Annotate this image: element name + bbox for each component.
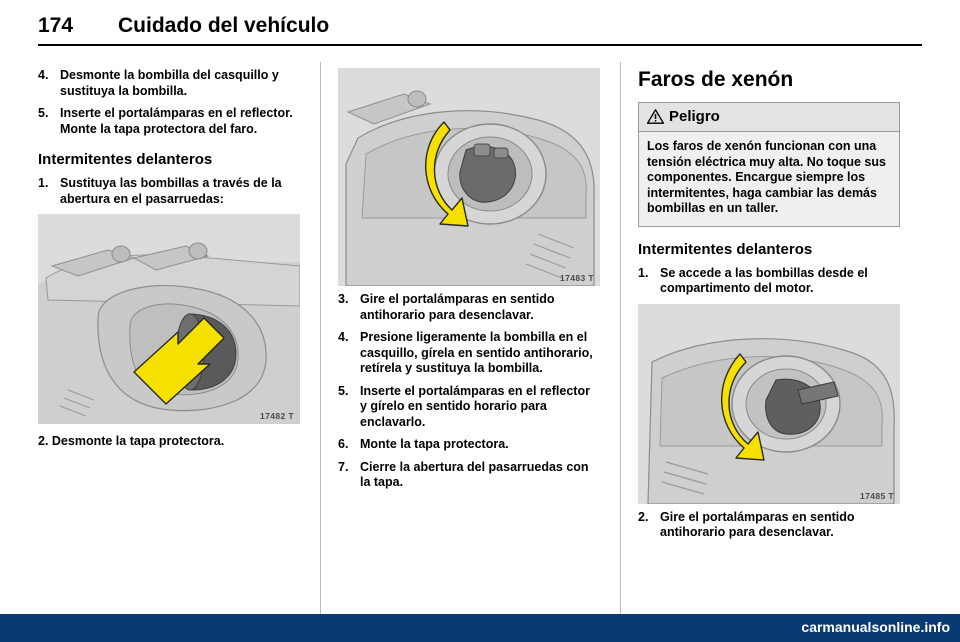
column-divider-1: [320, 62, 321, 614]
illustration-xenon-holder: [638, 304, 900, 504]
step-text: Cierre la abertura del pasarruedas con la tapa.: [360, 459, 589, 489]
danger-callout: [638, 102, 900, 227]
steps-list-top: [38, 68, 300, 137]
figure-bulb-holder-rotate: [338, 68, 600, 286]
section-heading-front-indicators: Intermitentes delanteros: [38, 151, 213, 168]
column-3: [638, 68, 900, 548]
list-item: [338, 460, 600, 491]
step-number: 1.: [638, 265, 649, 280]
step-text: Presione ligeramente la bombilla en el casquillo, gírela en sentido antihorario, retírela y sustituya la bombilla.: [360, 330, 593, 375]
list-item: [38, 176, 300, 207]
step-number: 1.: [38, 176, 49, 190]
figure-front-indicator-wheelarch: [38, 214, 300, 424]
column-2: [338, 68, 600, 498]
list-item: [638, 510, 900, 541]
header-divider: [38, 44, 922, 46]
list-item: [338, 384, 600, 431]
after-figure-step: 2. Desmonte la tapa protectora.: [38, 434, 225, 448]
step-number: 4.: [338, 330, 349, 344]
list-item: [38, 106, 300, 137]
page-header: [38, 14, 922, 46]
step-number: 3.: [338, 292, 349, 306]
step-number: 2.: [638, 509, 649, 524]
figure-caption-number: 17482 T: [260, 411, 294, 421]
footer-bar: [0, 614, 960, 642]
column-1: [38, 68, 300, 450]
step-number: 5.: [38, 106, 49, 120]
step-text: Gire el portalámparas en sentido antihorario para desenclavar.: [660, 509, 855, 539]
steps-list-mid: [38, 176, 300, 207]
illustration-bulb-holder: [338, 68, 600, 286]
step-number: 5.: [338, 383, 349, 398]
steps-list-top: [638, 266, 900, 297]
step-text: Desmonte la bombilla del casquillo y sustituya la bombilla.: [60, 68, 279, 98]
danger-callout-header: [639, 103, 899, 132]
step-text: Sustituya las bombillas a través de la abertura en el pasarruedas:: [60, 176, 282, 206]
steps-list: [338, 292, 600, 491]
page-number: 174: [38, 14, 74, 37]
illustration-wheelarch: [38, 214, 300, 424]
column-divider-2: [620, 62, 621, 614]
list-item: [38, 68, 300, 99]
list-item: [338, 292, 600, 323]
step-number: 4.: [38, 68, 49, 82]
figure-xenon-bulb-holder: [638, 304, 900, 504]
page-title: Faros de xenón: [638, 68, 794, 91]
list-item: [338, 437, 600, 453]
step-text: Inserte el portalámparas en el reflector. Monte la tapa protectora del faro.: [60, 106, 293, 136]
steps-list-bottom: [638, 510, 900, 541]
warning-triangle-icon: [647, 109, 664, 124]
step-text: Monte la tapa protectora.: [360, 437, 509, 451]
step-text: Gire el portalámparas en sentido antihorario para desenclavar.: [360, 292, 555, 322]
step-number: 7.: [338, 459, 349, 474]
footer-watermark: carmanualsonline.info: [801, 619, 950, 635]
list-item: [338, 330, 600, 377]
chapter-title: Cuidado del vehículo: [118, 14, 330, 37]
list-item: [638, 266, 900, 297]
danger-text: Los faros de xenón funcionan con una tensión eléctrica muy alta. No toque sus componentes. Encargue siempre los intermitentes, haga cambiar las demás bombillas en un taller.: [639, 132, 899, 226]
danger-label: Peligro: [669, 108, 720, 125]
section-heading-front-indicators-xenon: Intermitentes delanteros: [638, 240, 813, 258]
step-number: 6.: [338, 437, 349, 451]
step-text: Se accede a las bombillas desde el compartimento del motor.: [660, 265, 868, 295]
figure-caption-number: 17483 T: [560, 273, 594, 283]
figure-caption-number: 17485 T: [860, 490, 894, 501]
step-text: Inserte el portalámparas en el reflector y gírelo en sentido horario para enclavarlo.: [360, 383, 590, 429]
